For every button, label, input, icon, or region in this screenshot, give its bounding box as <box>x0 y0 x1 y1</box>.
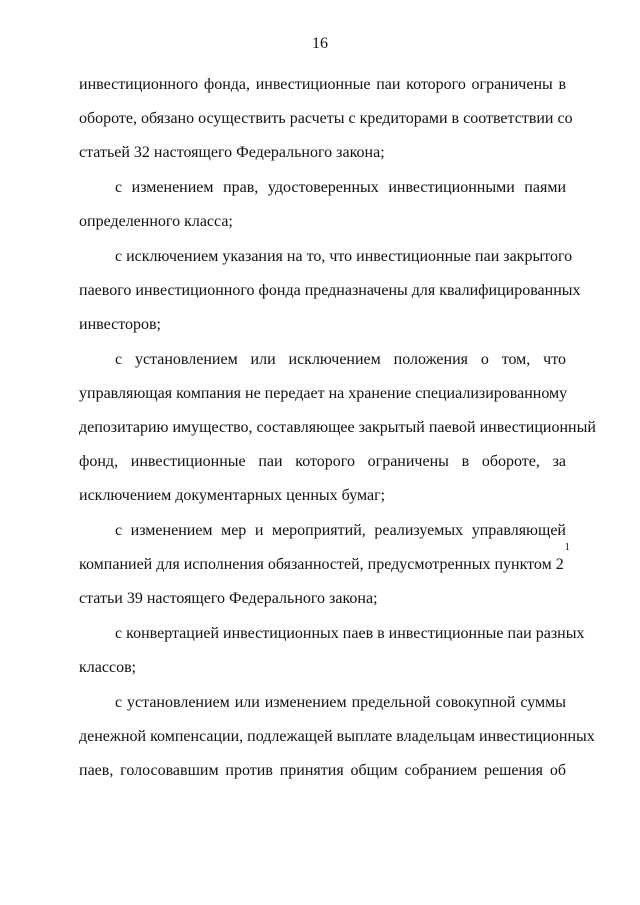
text-line: фонд, инвестиционные паи которого ограничены в обороте, за <box>79 453 566 470</box>
text-line: управляющая компания не передает на хранение специализированному <box>79 385 568 402</box>
text-line: с изменением прав, удостоверенных инвестиционными паями <box>115 179 566 196</box>
text-line: депозитарию имущество, составляющее закрытый паевой инвестиционный <box>79 419 596 436</box>
text-line: денежной компенсации, подлежащей выплате владельцам инвестиционных <box>79 728 595 745</box>
text-line: классов; <box>79 659 137 676</box>
text-line: исключением документарных ценных бумаг; <box>79 487 386 504</box>
paragraph-compensation <box>79 686 595 788</box>
text-line: инвестиционного фонда, инвестиционные паи которого ограничены в <box>79 76 566 93</box>
text-line-with-superscript <box>79 542 570 582</box>
text-line: с установлением или исключением положения о том, что <box>115 351 566 368</box>
paragraph-conversion <box>79 617 585 685</box>
text-line: инвесторов; <box>79 316 161 333</box>
text-line: паевого инвестиционного фонда предназначены для квалифицированных <box>79 282 581 299</box>
text-line: определенного класса; <box>79 213 233 230</box>
text-line: с конвертацией инвестиционных паев в инвестиционные паи разных <box>115 625 585 642</box>
paragraph-rights-change <box>79 171 566 239</box>
text-line: статьи 39 настоящего Федерального закона; <box>79 590 378 607</box>
text-line: с установлением или изменением предельной совокупной суммы <box>115 694 566 711</box>
page-number: 16 <box>312 35 328 52</box>
text-line: статьей 32 настоящего Федерального закона; <box>79 144 385 161</box>
paragraph-measures <box>79 514 570 616</box>
superscript-index: 1 <box>564 542 570 553</box>
paragraph-depositary <box>79 343 596 513</box>
text-line: с изменением мер и мероприятий, реализуемых управляющей <box>115 522 566 539</box>
paragraph-qualified-investors <box>79 240 581 342</box>
text-line: обороте, обязано осуществить расчеты с кредиторами в соответствии со <box>79 110 573 127</box>
document-body <box>79 68 596 788</box>
text-line: паев, голосовавшим против принятия общим собранием решения об <box>79 762 566 779</box>
text-line-content: компанией для исполнения обязанностей, предусмотренных пунктом 2 <box>79 556 564 573</box>
text-line: с исключением указания на то, что инвестиционные паи закрытого <box>115 248 573 265</box>
paragraph-fund-settlement <box>79 68 573 170</box>
